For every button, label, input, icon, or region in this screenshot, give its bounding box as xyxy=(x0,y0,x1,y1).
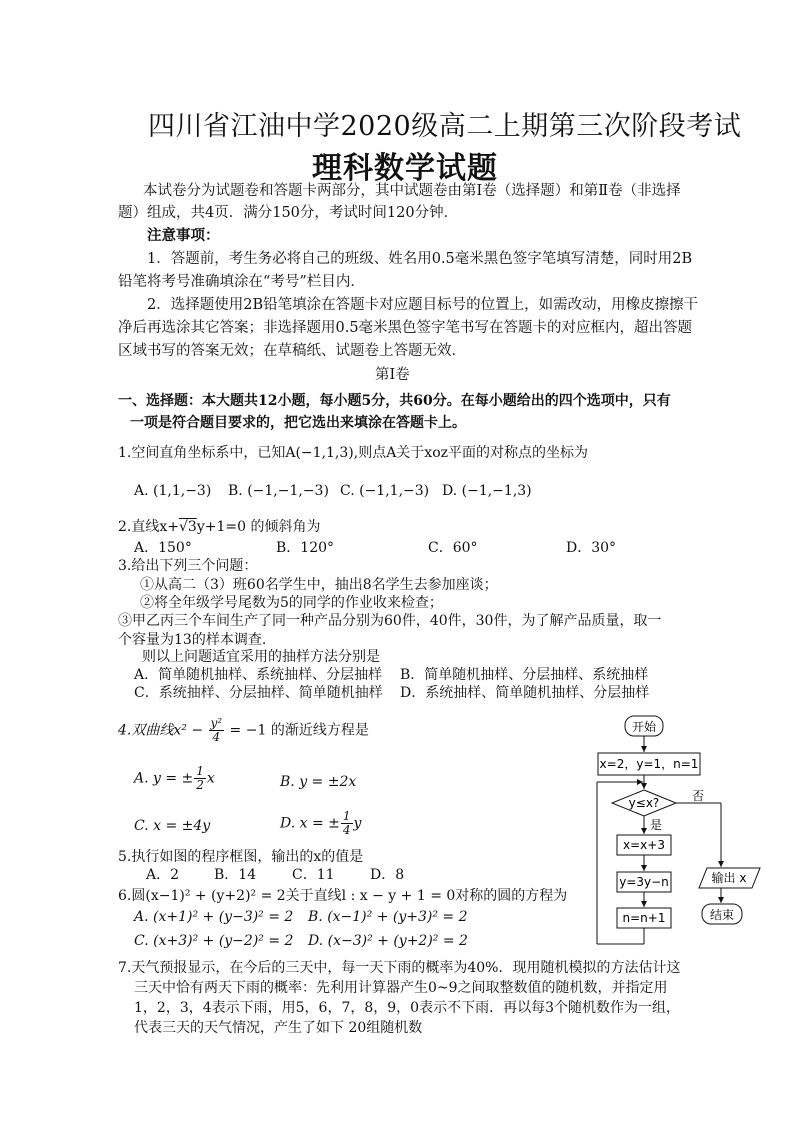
option-a: A. (1,1,−3) xyxy=(134,483,212,499)
option-c: C. x = ±4y xyxy=(134,818,211,834)
option-d xyxy=(280,810,361,837)
fraction-numerator: 1 xyxy=(342,809,351,823)
fraction-denominator: 2 xyxy=(196,778,204,792)
notice-line: 净后再选涂其它答案；非选择题用0.5毫米黑色签字笔书写在答题卡的对应框内，超出答题 xyxy=(118,320,693,336)
question-2 xyxy=(118,516,320,536)
question-7: 7.天气预报显示，在今后的三天中，每一天下雨的概率为40%．现用随机模拟的方法估计这 xyxy=(118,960,681,976)
fraction xyxy=(194,765,206,792)
option-a: A．2 xyxy=(146,867,180,883)
step-label: x=x+3 xyxy=(623,838,665,852)
option-d: D．8 xyxy=(370,867,405,883)
question-7-line: 三天中恰有两天下雨的概率：先利用计算器产生0~9之间取整数值的随机数，并指定用 xyxy=(134,980,668,996)
option-b: B．14 xyxy=(214,867,257,883)
option-d: D．系统抽样、简单随机抽样、分层抽样 xyxy=(400,685,650,701)
q3-item: 个容量为13的样本调查. xyxy=(118,632,267,648)
option-c: C．11 xyxy=(292,867,335,883)
option-b: B. y = ±2x xyxy=(280,774,357,790)
exam-title: 四川省江油中学2020级高二上期第三次阶段考试 xyxy=(148,111,742,142)
option-d: D．30° xyxy=(566,540,617,556)
option-c: C．60° xyxy=(428,540,478,556)
step-label: y=3y−n xyxy=(619,875,669,889)
question-1: 1.空间直角坐标系中，已知A(−1,1,3),则点A关于xoz平面的对称点的坐标为 xyxy=(118,445,589,461)
intro-line: 本试卷分为试题卷和答题卡两部分，其中试题卷由第Ⅰ卷（选择题）和第Ⅱ卷（非选择 xyxy=(143,183,681,199)
init-label: x=2，y=1，n=1 xyxy=(599,757,699,771)
section-heading: 一项是符合题目要求的，把它选出来填涂在答题卡上。 xyxy=(130,415,466,431)
option-a xyxy=(134,765,215,792)
volume-heading: 第Ⅰ卷 xyxy=(375,367,410,383)
option-b: B．简单随机抽样、分层抽样、系统抽样 xyxy=(400,667,649,683)
option-a: A．简单随机抽样、系统抽样、分层抽样 xyxy=(134,667,383,683)
notice-line: 铅笔将考号准确填涂在“考号”栏目内． xyxy=(118,274,365,290)
question-6: 6.圆(x−1)² + (y+2)² = 2关于直线l : x − y + 1 = 0对称的圆的方程为 xyxy=(118,888,568,904)
q2-prefix: 2.直线x+ xyxy=(118,519,179,535)
question-5: 5.执行如图的程序框图，输出的x的值是 xyxy=(118,849,364,865)
fraction-denominator: 4 xyxy=(342,823,351,837)
sqrt-three: √3 xyxy=(178,519,197,535)
notice-line: 1．答题前，考生务必将自己的班级、姓名用0.5毫米黑色签字笔填写清楚，同时用2B xyxy=(147,251,693,267)
option-b: B. (−1,−1,−3) xyxy=(228,483,329,499)
section-heading: 一、选择题：本大题共12小题，每小题5分，共60分。在每小题给出的四个选项中，只有 xyxy=(118,393,671,409)
option-c: C. (−1,1,−3) xyxy=(340,483,430,499)
decision-label: y≤x? xyxy=(628,796,660,810)
notice-title: 注意事项： xyxy=(147,227,220,244)
fraction xyxy=(341,810,353,837)
q4-suffix: = −1 的渐近线方程是 xyxy=(229,722,369,739)
q3-item: ②将全年级学号尾数为5的同学的作业收来检查； xyxy=(140,595,443,611)
fraction-numerator: 1 xyxy=(196,764,204,778)
start-label: 开始 xyxy=(631,720,657,734)
fraction-numerator: y² xyxy=(210,716,223,730)
intro-line: 题）组成，共4页．满分150分，考试时间120分钟． xyxy=(118,205,459,221)
yes-label: 是 xyxy=(650,818,663,832)
q4-prefix: 4.双曲线x² − xyxy=(118,722,204,739)
q3-ask: 则以上问题适宜采用的抽样方法分别是 xyxy=(142,649,380,665)
q2-suffix: y+1=0 的倾斜角为 xyxy=(196,519,321,535)
fraction xyxy=(209,717,225,744)
question-4 xyxy=(118,717,369,744)
option-a: A．150° xyxy=(134,540,192,556)
notice-line: 2．选择题使用2B铅笔填涂在答题卡对应题目标号的位置上，如需改动，用橡皮擦擦干 xyxy=(147,297,699,313)
end-label: 结束 xyxy=(709,908,735,922)
option-d-prefix: D. x = ± xyxy=(280,815,340,832)
option-d-suffix: y xyxy=(353,815,362,832)
no-label: 否 xyxy=(692,789,705,803)
option-b: B. (x−1)² + (y+3)² = 2 xyxy=(308,909,468,925)
step-label: n=n+1 xyxy=(622,911,666,925)
fraction-denominator: 4 xyxy=(212,730,221,744)
question-3: 3.给出下列三个问题： xyxy=(118,558,258,574)
q3-item: ③甲乙丙三个车间生产了同一种产品分别为60件，40件，30件，为了解产品质量，取一 xyxy=(118,613,662,629)
option-d: D. (−1,−1,3) xyxy=(442,483,532,499)
option-a-suffix: x xyxy=(206,770,215,787)
option-c: C．系统抽样、分层抽样、简单随机抽样 xyxy=(134,685,383,701)
option-c: C. (x+3)² + (y−2)² = 2 xyxy=(134,933,294,949)
option-a-prefix: A. y = ± xyxy=(134,770,194,787)
program-flowchart xyxy=(590,712,770,952)
output-label: 输出 x xyxy=(711,871,747,885)
option-d: D. (x−3)² + (y+2)² = 2 xyxy=(308,933,468,949)
option-b: B．120° xyxy=(276,540,335,556)
q3-item: ①从高二（3）班60名学生中，抽出8名学生去参加座谈； xyxy=(140,577,498,593)
exam-subtitle: 理科数学试题 xyxy=(312,151,498,186)
notice-line: 区域书写的答案无效；在草稿纸、试题卷上答题无效． xyxy=(118,343,466,359)
option-a: A. (x+1)² + (y−3)² = 2 xyxy=(134,909,294,925)
question-7-line: 代表三天的天气情况，产生了如下 20组随机数 xyxy=(134,1020,423,1036)
question-7-line: 1，2，3，4表示下雨，用5，6，7，8，9，0表示不下雨．再以每3个随机数作为一组， xyxy=(134,1000,680,1016)
